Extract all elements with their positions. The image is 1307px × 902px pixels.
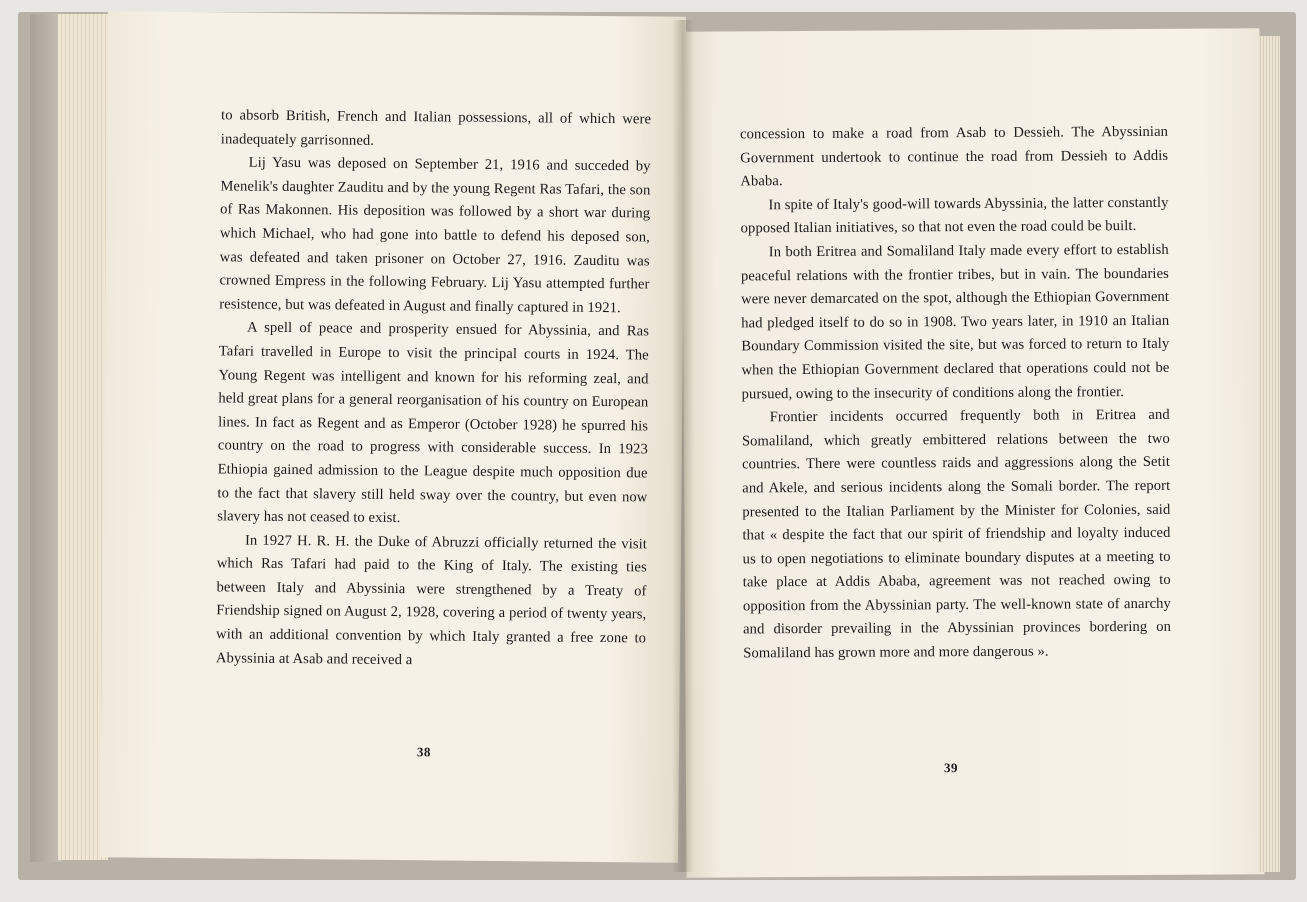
left-paragraph-4: In 1927 H. R. H. the Duke of Abruzzi officially returned the visit which Ras Tafari had paid to the King of Italy. The existing ties between Italy and Abyssinia were strengthened by a Treaty of Friendship signed on August 2, 1928, covering a period of twenty years, with an additional convention by which Italy granted a free zone to Abyssinia at Asab and received a xyxy=(215,532,648,668)
left-page xyxy=(100,11,686,863)
left-page-text xyxy=(216,104,651,674)
left-page-number: 38 xyxy=(416,744,432,760)
right-paragraph-2: In spite of Italy's good-will towards Abyssinia, the latter constantly opposed Italian initiatives, so that not even the road could be built. xyxy=(740,194,1169,237)
right-page-text xyxy=(740,121,1171,666)
left-paragraph-2: Lij Yasu was deposed on September 21, 1916 and succeded by Menelik's daughter Zauditu and by the young Regent Ras Tafari, the son of Ras Makonnen. His deposition was followed by a short war during which Michael, who had gone into battle to defend his deposed son, was defeated and taken prisoner on October 27, 1916. Zauditu was crowned Empress in the following February. Lij Yasu attempted further resistence, but was defeated in August and finally captured in 1921. xyxy=(219,154,651,316)
right-page-number: 39 xyxy=(943,760,958,776)
left-paragraph-3: A spell of peace and prosperity ensued for Abyssinia, and Ras Tafari travelled in Europe to visit the principal courts in 1924. The Young Regent was intelligent and known for his reforming zeal, and held great plans for a general reorganisation of his country on European lines. In fact as Regent and as Emperor (October 1928) he spurred his country on the road to progress with considerable success. In 1923 Ethiopia gained admission to the League despite much opposition due to the fact that slavery still held sway over the country, but even now slavery has not ceased to exist. xyxy=(217,319,650,527)
book-gutter xyxy=(672,20,694,872)
left-paragraph-1: to absorb British, French and Italian possessions, all of which were inadequately garrisonned. xyxy=(220,107,652,149)
right-page xyxy=(681,28,1264,878)
right-paragraph-4: Frontier incidents occurred frequently both in Eritrea and Somaliland, which greatly embittered relations between the two countries. There were countless raids and aggressions along the Setit and Akele, and serious incidents along the Somali border. The report presented to the Italian Parliament by the Minister for Colonies, said that « despite the fact that our spirit of friendship and loyalty induced us to open negotiations to eliminate boundary disputes at a meeting to take place at Addis Ababa, agreement was not reached owing to opposition from the Abyssinian party. The well-known state of anarchy and disorder prevailing in the Abyssinian provinces bordering on Somaliland has grown more and more dangerous ». xyxy=(741,406,1172,662)
right-paragraph-3: In both Eritrea and Somaliland Italy made every effort to establish peaceful relations with the frontier tribes, but in vain. The boundaries were never demarcated on the spot, although the Ethiopian Government had pledged itself to do so in 1908. Two years later, in 1910 an Italian Boundary Commission visited the site, but was forced to return to Italy when the Ethiopian Government declared that operations could not be pursued, owing to the insecurity of conditions along the frontier. xyxy=(740,241,1170,402)
right-paragraph-1: concession to make a road from Asab to Dessieh. The Abyssinian Government undertook to continue the road from Dessieh to Addis Ababa. xyxy=(740,123,1169,190)
page-stack-right xyxy=(1258,36,1280,872)
